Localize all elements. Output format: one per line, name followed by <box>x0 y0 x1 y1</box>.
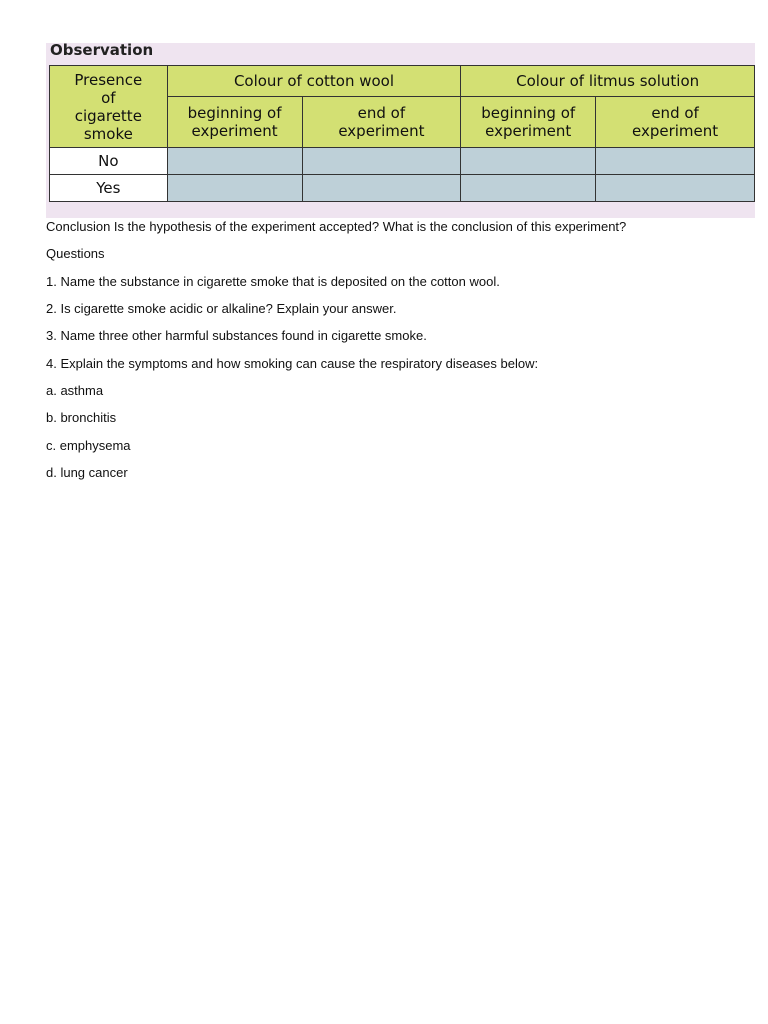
question-item: 4. Explain the symptoms and how smoking can cause the respiratory diseases below: <box>46 356 539 371</box>
table-cell <box>461 175 596 202</box>
row-label-no: No <box>50 148 168 175</box>
question-item: 1. Name the substance in cigarette smoke that is deposited on the cotton wool. <box>46 274 500 289</box>
observation-title: Observation <box>50 41 154 59</box>
row-label-yes: Yes <box>50 175 168 202</box>
table-cell <box>167 175 302 202</box>
table-cell <box>302 148 461 175</box>
table-cell <box>596 148 755 175</box>
table-row <box>50 148 755 175</box>
question-item: 3. Name three other harmful substances found in cigarette smoke. <box>46 328 427 343</box>
litmus-beginning-header: beginning of experiment <box>461 97 596 148</box>
sub-item-asthma: a. asthma <box>46 383 104 398</box>
litmus-header: Colour of litmus solution <box>461 66 755 97</box>
cotton-beginning-header: beginning of experiment <box>167 97 302 148</box>
table-header-row <box>50 66 755 97</box>
question-item: 2. Is cigarette smoke acidic or alkaline? Explain your answer. <box>46 301 397 316</box>
presence-header: Presence of cigarette smoke <box>50 66 168 148</box>
sub-item-emphysema: c. emphysema <box>46 438 131 453</box>
sub-item-lung-cancer: d. lung cancer <box>46 465 128 480</box>
cotton-end-header: end of experiment <box>302 97 461 148</box>
conclusion-text: Conclusion Is the hypothesis of the experiment accepted? What is the conclusion of this experiment? <box>46 219 627 234</box>
table-row <box>50 175 755 202</box>
observation-table <box>49 65 755 202</box>
table-cell <box>461 148 596 175</box>
observation-panel <box>46 43 755 218</box>
table-cell <box>596 175 755 202</box>
cotton-wool-header: Colour of cotton wool <box>167 66 461 97</box>
table-cell <box>302 175 461 202</box>
sub-item-bronchitis: b. bronchitis <box>46 410 117 425</box>
litmus-end-header: end of experiment <box>596 97 755 148</box>
questions-heading: Questions <box>46 246 105 261</box>
table-cell <box>167 148 302 175</box>
